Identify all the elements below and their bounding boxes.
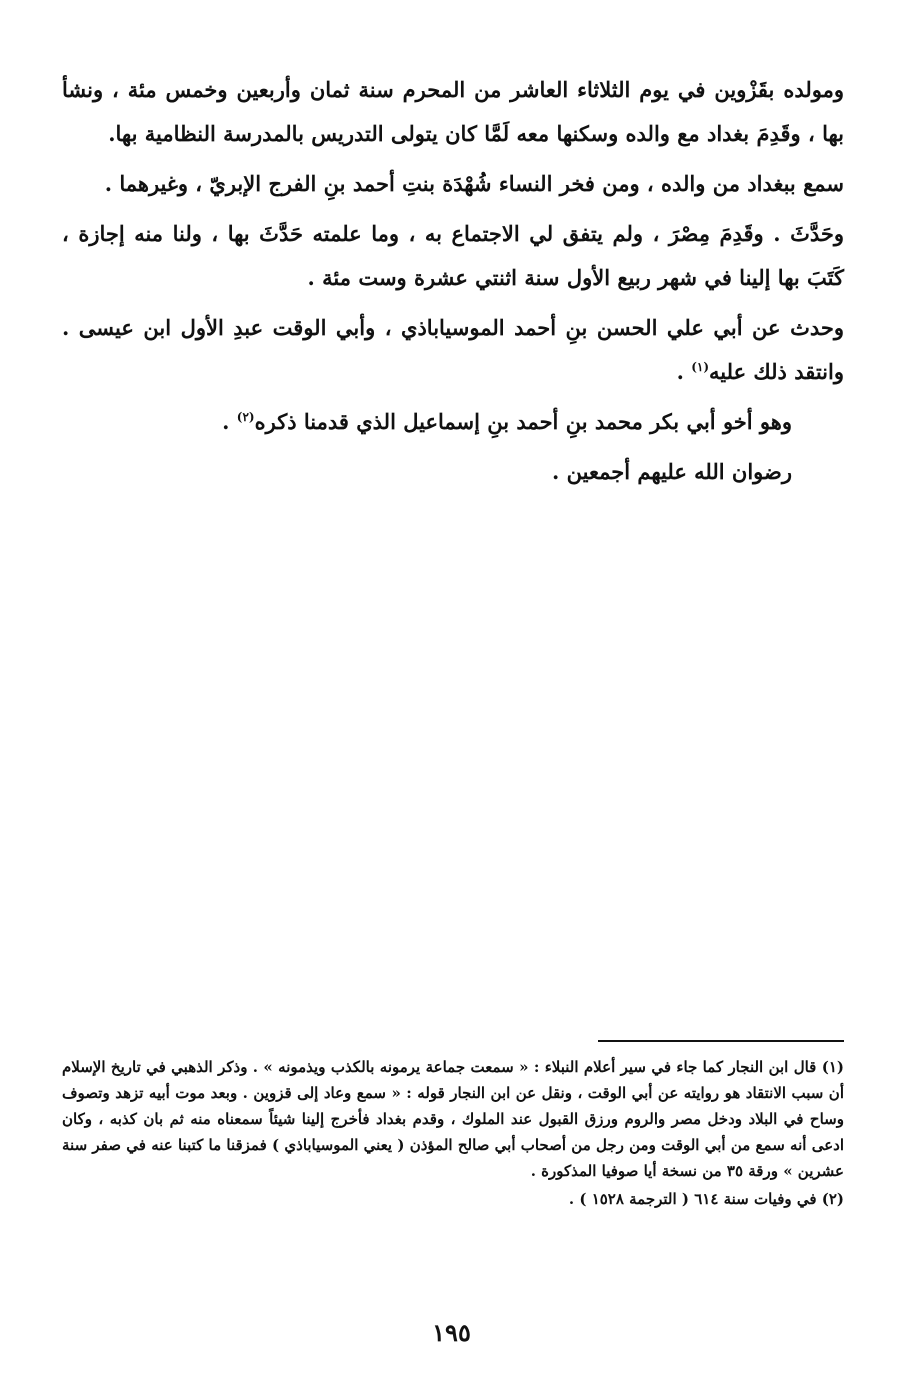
paragraph-brother [62, 400, 844, 444]
paragraph-brother-text: وهو أخو أبي بكر محمد بنِ أحمد بنِ إسماعيل الذي قدمنا ذكره [254, 409, 792, 434]
paragraph-birth: ومولده بقَزْوين في يوم الثلاثاء العاشر من المحرم سنة ثمان وأربعين وخمس مئة ، ونشأ بها ، وقَدِمَ بغداد مع والده وسكنها معه لَمَّا كان يتولى التدريس بالمدرسة النظامية بها. [62, 77, 844, 146]
main-text [62, 68, 844, 500]
paragraph-brother-tail: . [222, 409, 237, 434]
footnote-1: (١) قال ابن النجار كما جاء في سير أعلام النبلاء : « سمعت جماعة يرمونه بالكذب ويذمونه » . وذكر الذهبي في تاريخ الإسلام أن سبب الانتقاد هو روايته عن أبي الوقت ، ونقل عن ابن النجار قوله : « سمع وعاد إلى قزوين . وبعد موت أبيه تزهد وتصوف وساح في البلاد ودخل مصر والروم ورزق القبول عند الملوك ، وقدم بغداد فأخرج إلينا شيئاً سمعناه منه ثم بان كذبه ، وكان ادعى أنه سمع من أبي الوقت ومن رجل من أصحاب أبي صالح المؤذن ( يعني الموسياباذي ) فمزقنا ما كتبنا عنه في صفر سنة عشرين » ورقة ٣٥ من نسخة أيا صوفيا المذكورة . [62, 1058, 844, 1180]
footnote-2: (٢) في وفيات سنة ٦١٤ ( الترجمة ١٥٢٨ ) . [568, 1190, 844, 1208]
paragraph-narrations-text: وحدث عن أبي علي الحسن بنِ أحمد الموسياباذي ، وأبي الوقت عبدِ الأول ابن عيسى . وانتقد ذلك عليه [62, 315, 844, 384]
footnotes [62, 1054, 844, 1214]
paragraph-narrations-tail: . [676, 359, 692, 384]
footnote-ref-2: (٢) [236, 410, 255, 424]
page-number: ١٩٥ [432, 1318, 471, 1347]
paragraph-teachers: سمع ببغداد من والده ، ومن فخر النساء شُهْدَة بنتِ أحمد بنِ الفرج الإبريّ ، وغيرهما . [104, 171, 844, 196]
paragraph-closing: رضوان الله عليهم أجمعين . [552, 459, 792, 484]
footnote-ref-1: (١) [691, 360, 710, 374]
paragraph-narrations [62, 306, 844, 394]
footnote-divider [598, 1040, 844, 1042]
paragraph-egypt: وحَدَّثَ . وقَدِمَ مِصْرَ ، ولم يتفق لي الاجتماع به ، وما علمته حَدَّثَ بها ، ولنا منه إجازة ، كَتَبَ بها إلينا في شهر ربيع الأول سنة اثنتي عشرة وست مئة . [62, 221, 844, 290]
